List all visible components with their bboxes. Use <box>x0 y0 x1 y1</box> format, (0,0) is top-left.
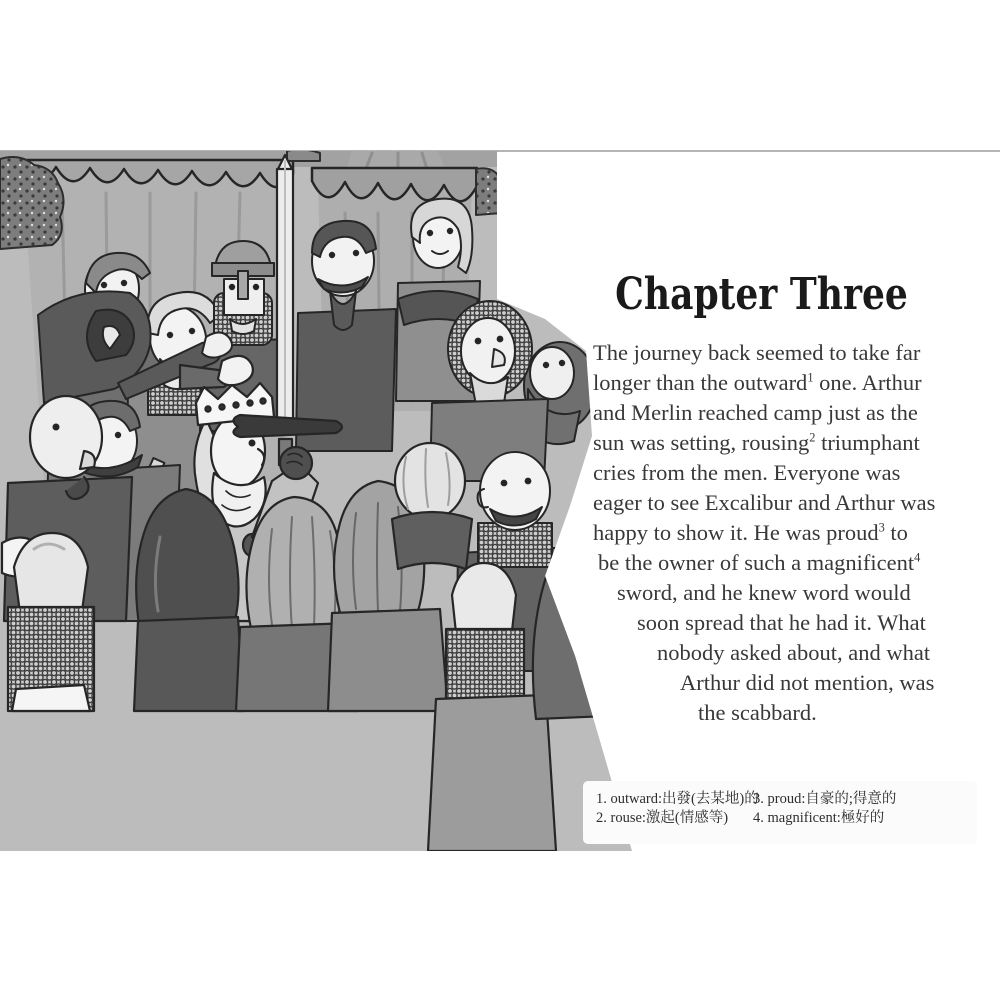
body-line: Arthur did not mention, was <box>680 670 935 695</box>
body-line: be the owner of such a magnificent$^4$ <box>598 550 921 575</box>
body-line: sun was setting, rousing$^2$ triumphant <box>593 430 920 455</box>
body-line: soon spread that he had it. What <box>637 610 926 635</box>
footnote-ref: 2 <box>809 430 816 445</box>
chapter-title: Chapter Three <box>615 269 908 321</box>
body-line: sword, and he knew word would <box>617 580 911 605</box>
body-line: The journey back seemed to take far <box>593 340 921 365</box>
body-line: happy to show it. He was proud$^3$ to <box>593 520 908 545</box>
body-line: longer than the outward$^1$ one. Arthur <box>593 370 922 395</box>
footnote-column <box>596 790 759 844</box>
illustration-image <box>0 151 632 851</box>
footnote-ref: 4 <box>914 550 921 565</box>
footnote-item: 4. magnificent:極好的 <box>753 810 885 826</box>
body-line: the scabbard. <box>698 700 817 725</box>
footnote-item: 1. outward:出發(去某地)的 <box>596 791 759 807</box>
body-line: and Merlin reached camp just as the <box>593 400 918 425</box>
footnote-column <box>753 790 896 844</box>
footnote-item: 3. proud:自豪的;得意的 <box>753 791 897 807</box>
footnote-ref: 3 <box>878 520 885 535</box>
body-line: cries from the men. Everyone was <box>593 460 901 485</box>
footnote-item: 2. rouse:激起(情感等) <box>596 810 729 826</box>
body-line: eager to see Excalibur and Arthur was <box>593 490 936 515</box>
body-line: nobody asked about, and what <box>657 640 931 665</box>
footnote-box <box>583 781 977 844</box>
footnote-ref: 1 <box>807 370 814 385</box>
body-text <box>593 338 936 728</box>
